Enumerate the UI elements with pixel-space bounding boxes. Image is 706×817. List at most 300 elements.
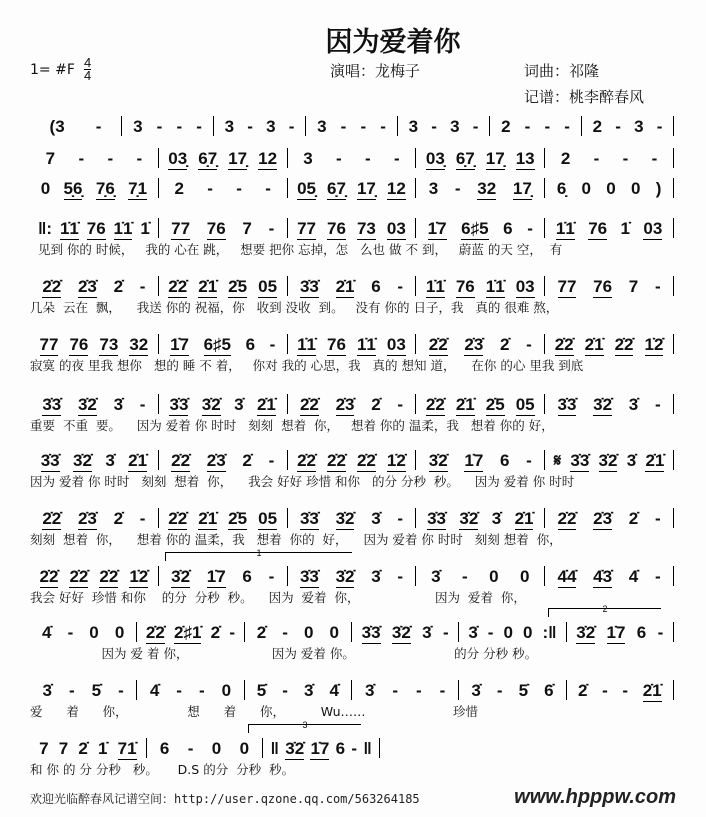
note-group: 17̣ (356, 179, 376, 198)
notation-row (30, 174, 674, 200)
time-sig-bottom: 4 (84, 68, 92, 83)
note-group: - (651, 149, 658, 168)
measure (416, 508, 544, 530)
measure (122, 116, 213, 138)
note-group: - (139, 509, 146, 528)
note-group: 2̇3̇ (77, 509, 97, 528)
note-group: 3̇ (105, 451, 115, 470)
note-group: - (442, 623, 449, 642)
note-group: 2̇5 (228, 277, 248, 296)
volta-bracket: 1 (165, 552, 352, 561)
note-group: 2̇2̇ (99, 567, 119, 586)
note-group: 0 (221, 681, 232, 700)
note-group: 1̇ (98, 739, 108, 758)
note-group: 2̇2̇ (69, 567, 89, 586)
note-group: 1̇7 (206, 567, 226, 586)
note-group: 73 (356, 219, 376, 238)
measure (159, 450, 287, 472)
note-group: ) (655, 179, 662, 198)
note-group: - (397, 509, 404, 528)
note-group: - (622, 149, 629, 168)
note-group: 3 (266, 117, 276, 136)
note-group: 76 (206, 219, 226, 238)
note-group: 3̇2̇ (391, 623, 411, 642)
measure (30, 508, 158, 530)
note-group: 2̇2̇ (145, 623, 165, 642)
note-group: 3 (317, 117, 327, 136)
note-group: 2 (592, 117, 603, 136)
note-group: 1̇1̇ (59, 219, 79, 238)
note-group: - (282, 623, 288, 642)
note-group: 3̇3̇ (557, 395, 577, 414)
note-group: 2̇5 (228, 509, 248, 528)
note-group: 0 (329, 623, 339, 642)
note-group: 71̇ (117, 739, 137, 758)
note-group: - (139, 277, 146, 296)
note-group: 2̇ (210, 623, 221, 642)
note-group: 2 (501, 117, 511, 136)
note-group: 77 (557, 277, 577, 296)
barline (673, 680, 674, 700)
note-group: - (67, 623, 74, 642)
note-group: 6♯5 (203, 335, 231, 354)
note-group: 7 (628, 277, 639, 296)
measure (545, 218, 673, 240)
note-group: 4̇3̇ (593, 567, 613, 586)
barline (673, 622, 674, 642)
note-group: - (622, 681, 629, 700)
note-group: 2̇2̇ (168, 277, 188, 296)
measure (30, 622, 136, 644)
key-signature: 1= #F (30, 62, 75, 78)
notation-row (30, 272, 674, 298)
note-group: 2̇1̇ (642, 681, 662, 700)
note-group: - (416, 681, 422, 700)
note-group: - (654, 277, 661, 296)
notation-row (30, 562, 674, 588)
measure (567, 680, 673, 702)
note-group: 05 (258, 277, 278, 296)
measure (306, 116, 397, 138)
measure (545, 566, 673, 588)
volta-bracket: 3 (248, 724, 361, 733)
note-group: - (472, 117, 479, 136)
lyrics-line: 刻刻 想着 你， 想着 你的 温柔，我 想着 你的 好， 因为 爱着 你 时时 刻刻 想着 你， (30, 532, 562, 547)
note-group: 3̇ (364, 681, 375, 700)
note-group: 3̇3̇ (299, 277, 319, 296)
note-group: 2̇1̇ (584, 335, 604, 354)
note-group: - (236, 179, 242, 198)
note-group: - (461, 567, 468, 586)
measure (288, 219, 416, 240)
barline (673, 508, 674, 528)
note-group: 3 (450, 117, 460, 136)
note-group: 2̇3̇ (206, 451, 226, 470)
note-group: 5̇ (518, 681, 529, 700)
note-group: 03 (643, 219, 663, 238)
note-group: - (487, 623, 494, 642)
measure (545, 148, 673, 170)
note-group: 2̇2̇ (39, 567, 59, 586)
note-group: 2̇2̇ (299, 395, 319, 414)
measure (545, 508, 673, 530)
note-group: 3̇ (468, 623, 478, 642)
note-group: - (654, 509, 661, 528)
note-group: 1̇7 (464, 451, 484, 470)
note-group: 03̣ (168, 149, 188, 168)
note-group: 2̇2̇ (42, 509, 62, 528)
measure (263, 738, 379, 760)
note-group: 3̇ (626, 451, 637, 470)
note-group: 1̇ (140, 219, 150, 238)
measure (416, 395, 544, 416)
note-group: 77 (297, 219, 317, 238)
note-group: - (439, 681, 446, 700)
note-group: - (351, 739, 358, 758)
note-group: - (397, 395, 404, 414)
measure (30, 335, 158, 356)
measure (30, 148, 158, 170)
note-group: 3̇3̇ (361, 623, 381, 642)
note-group: - (78, 149, 85, 168)
measure (30, 738, 146, 760)
note-group: 2̇ (78, 739, 88, 758)
lyrics-line: 因为 爱 着 你， 因为 爱着 你。 的分 分秒 秒。 (30, 646, 538, 661)
note-group: 3̇3̇ (42, 395, 62, 414)
note-group: 2̇2̇ (425, 395, 445, 414)
note-group: 03 (386, 335, 406, 354)
note-group: - (68, 681, 75, 700)
measure (137, 622, 243, 644)
transcriber: 记谱：桃李醉春风 (524, 88, 645, 106)
note-group: 32 (129, 335, 149, 354)
singer: 演唱：龙梅子 (330, 62, 421, 80)
note-group: ‖: (37, 219, 53, 238)
note-group: 3̇ (431, 567, 441, 586)
measure (288, 335, 416, 356)
measure (214, 116, 305, 138)
note-group: 6̣7̣ (198, 149, 218, 168)
note-group: 7 (45, 149, 56, 168)
note-group: - (176, 117, 183, 136)
note-group: 2̇ (499, 335, 510, 354)
note-group: - (454, 179, 461, 198)
note-group: 03 (386, 219, 406, 238)
notation-row (30, 144, 674, 170)
note-group: 2̇1̇ (256, 395, 276, 414)
note-group: - (527, 219, 533, 238)
measure (416, 277, 544, 298)
measure (245, 680, 351, 702)
note-group: 3̇2̇ (335, 567, 355, 586)
note-group: 0 (519, 567, 530, 586)
note-group: 2̇ (113, 509, 124, 528)
measure (288, 566, 416, 588)
note-group: - (340, 117, 347, 136)
note-group: 3̇ (371, 567, 381, 586)
measure (545, 276, 673, 298)
measure (416, 450, 544, 472)
barline (379, 738, 380, 758)
note-group: 03̣ (425, 149, 445, 168)
note-group: - (564, 117, 570, 136)
note-group: 6♯5 (461, 219, 489, 238)
note-group: 3̇2̇ (593, 395, 613, 414)
note-group: - (265, 179, 271, 198)
note-group: 6̇ (544, 681, 554, 700)
note-group: - (198, 681, 205, 700)
note-group: (3 (49, 117, 65, 136)
note-group: ‖ (270, 739, 279, 758)
measure (459, 622, 565, 644)
note-group: 6 (499, 451, 510, 470)
note-group: 73 (99, 335, 119, 354)
note-group: 2̇2̇ (614, 335, 634, 354)
measure (30, 276, 158, 298)
note-group: - (431, 117, 437, 136)
note-group: 3̇2̇ (428, 451, 448, 470)
note-group: 0 (489, 567, 499, 586)
note-group: ‖ (363, 739, 372, 758)
note-group: 2̇♯1̇ (174, 623, 202, 642)
note-group: - (156, 117, 163, 136)
measure (137, 680, 243, 702)
measure (30, 116, 121, 138)
note-group: 2̇ (628, 509, 639, 528)
note-group: - (654, 395, 661, 414)
measure (545, 450, 673, 472)
note-group: - (247, 117, 253, 136)
note-group: 3 (428, 179, 439, 198)
lyrics-line: 见到 你的 时候， 我的 心在 跳， 想要 把你 忘掉，怎 么也 做 不 到， 蔚蓝 的天 空， 有 (30, 242, 563, 257)
measure (30, 394, 158, 416)
note-group: 2̇ (371, 395, 381, 414)
note-group: - (268, 567, 275, 586)
note-group: 1̇1̇ (485, 277, 505, 296)
notation-row (30, 112, 674, 138)
note-group: - (365, 149, 371, 168)
notation-row (30, 214, 674, 240)
note-group: 76 (588, 219, 608, 238)
note-group: 2̇2̇ (42, 277, 62, 296)
note-group: 2̇ (577, 681, 588, 700)
note-group: 1̇7 (310, 739, 330, 758)
note-group: 2̇2̇ (297, 451, 317, 470)
time-sig-top: 4 (84, 55, 92, 70)
measure (416, 218, 544, 240)
note-group: - (95, 117, 102, 136)
note-group: 2̇ (256, 623, 267, 642)
note-group: 3̇2̇ (459, 509, 479, 528)
measure (288, 394, 416, 416)
note-group: 03 (515, 277, 535, 296)
note-group: - (392, 681, 399, 700)
measure (30, 567, 158, 588)
lyrics-line: 几朵 云在 飘， 我送 你的 祝福，你 收到 没收 到。 没有 你的 日子，我 真的 很难 熬， (30, 300, 559, 315)
measure (398, 116, 489, 138)
note-group: 3̇ (628, 395, 639, 414)
note-group: 3̇ (371, 509, 381, 528)
measure (567, 622, 673, 644)
note-group: 3̇ (113, 395, 124, 414)
note-group: 05 (258, 509, 278, 528)
note-group: :‖ (542, 623, 557, 642)
note-group: 32 (477, 179, 497, 198)
note-group: 4̇ (42, 623, 52, 642)
note-group: 3̇2̇ (598, 451, 618, 470)
note-group: 3̇ (42, 681, 52, 700)
note-group: 2̇3̇ (77, 277, 97, 296)
composer: 词曲：祁隆 (524, 62, 600, 80)
note-group: 3̇3̇ (427, 509, 446, 528)
note-group: 4̇4̇ (557, 567, 577, 586)
measure (30, 680, 136, 702)
note-group: - (229, 623, 236, 642)
note-group: - (394, 149, 400, 168)
note-group: 7 (58, 739, 69, 758)
note-group: 0 (606, 179, 616, 198)
note-group: 5̇ (256, 681, 267, 700)
note-group: 2̇5 (485, 395, 505, 414)
note-group: 6 (159, 739, 170, 758)
measure (159, 218, 287, 240)
note-group: 2̇3̇ (464, 335, 484, 354)
note-group: 0 (114, 623, 125, 642)
note-group: 2̇2̇ (168, 509, 188, 528)
barline (673, 178, 674, 198)
time-signature (84, 57, 91, 82)
note-group: 76 (86, 219, 106, 238)
measure (159, 334, 287, 356)
note-group: 7 (39, 739, 49, 758)
note-group: - (526, 335, 532, 354)
note-group: - (544, 117, 551, 136)
note-group: 2̇2̇ (327, 451, 346, 470)
note-group: 7̣1 (128, 179, 148, 198)
note-group: 3̇3̇ (169, 395, 189, 414)
note-group: 2̇1̇ (198, 509, 218, 528)
note-group: - (136, 149, 143, 168)
note-group: 1̇2̇ (386, 451, 406, 470)
measure (416, 178, 544, 200)
note-group: - (268, 451, 275, 470)
measure (288, 451, 416, 472)
note-group: 3 (408, 117, 419, 136)
footer-link[interactable]: 欢迎光临醉春风记谱空间：http://user.qzone.qq.com/563264185 (30, 792, 420, 806)
measure (288, 508, 416, 530)
measure (147, 738, 263, 760)
note-group: 0 (581, 179, 591, 198)
measure (352, 622, 458, 644)
note-group: 17̣ (485, 149, 505, 168)
note-group: 0 (630, 179, 641, 198)
note-group: 0 (522, 623, 533, 642)
notation-row (30, 618, 674, 644)
note-group: - (593, 149, 600, 168)
measure (352, 680, 458, 702)
measure (159, 566, 287, 588)
note-group: - (268, 219, 275, 238)
note-group: 05̣ (297, 179, 317, 198)
note-group: 6 (636, 623, 647, 642)
note-group: 7̣6̣ (95, 179, 115, 198)
barline (673, 116, 674, 136)
lyrics-line: 和 你 的 分 分秒 秒。 D.S 的分 分秒 秒。 (30, 762, 295, 777)
note-group: 3̇2̇ (171, 567, 191, 586)
song-title: 因为爱着你 (325, 27, 461, 58)
note-group: 76 (455, 277, 475, 296)
note-group: 1̇7 (170, 335, 189, 354)
note-group: 3 (303, 149, 313, 168)
note-group: 0 (89, 623, 99, 642)
barline (673, 218, 674, 238)
note-group: 1̇1̇ (113, 219, 133, 238)
note-group: - (496, 681, 503, 700)
note-group: 17̣ (228, 149, 248, 168)
note-group: 1̇1̇ (555, 219, 575, 238)
note-group: 3̇ (303, 681, 314, 700)
barline (673, 394, 674, 414)
note-group: 13 (515, 149, 535, 168)
note-group: 2̇2̇ (554, 335, 574, 354)
note-group: - (602, 681, 608, 700)
note-group: 6 (371, 277, 381, 296)
note-group: 6̣7̣ (327, 179, 346, 198)
note-group: - (118, 681, 124, 700)
note-group: 6 (335, 739, 346, 758)
measure (545, 178, 673, 200)
note-group: - (187, 739, 194, 758)
note-group: 3̇2̇ (335, 509, 355, 528)
note-group: 3̇ (471, 681, 481, 700)
note-group: 2̇2̇ (428, 335, 448, 354)
barline (673, 334, 674, 354)
note-group: - (397, 277, 404, 296)
note-group: 2̇ (242, 451, 252, 470)
note-group: 5̣6̣ (63, 179, 83, 198)
note-group: 1̇7 (606, 623, 626, 642)
note-group: 76 (593, 277, 613, 296)
note-group: 12 (386, 179, 406, 198)
lyrics-line: 重要 不重 要。 因为 爱着 你 时时 刻刻 想着 你， 想着 你的 温柔，我 想着 你的 好， (30, 418, 554, 433)
note-group: 1̇2̇ (129, 567, 149, 586)
note-group: - (139, 395, 146, 414)
note-group: 2̇1̇ (455, 395, 475, 414)
note-group: 6 (503, 219, 513, 238)
note-group: 05 (515, 395, 535, 414)
note-group: 76 (327, 219, 346, 238)
note-group: 3 (133, 117, 143, 136)
measure (159, 394, 287, 416)
measure (159, 149, 287, 170)
note-group: 2 (560, 149, 571, 168)
note-group: 3̇3̇ (570, 451, 590, 470)
note-group: 2̇2̇ (171, 451, 191, 470)
measure (159, 178, 287, 200)
note-group: 76 (69, 335, 89, 354)
measure (416, 149, 544, 170)
note-group: 3̇2̇ (77, 395, 97, 414)
measure (459, 680, 565, 702)
measure (288, 148, 416, 170)
note-group: - (380, 117, 386, 136)
note-group: - (615, 117, 621, 136)
note-group: 2̇1̇ (645, 451, 665, 470)
note-group: - (656, 117, 663, 136)
note-group: - (107, 149, 114, 168)
measure (545, 335, 673, 356)
note-group: 1̇2̇ (644, 335, 664, 354)
